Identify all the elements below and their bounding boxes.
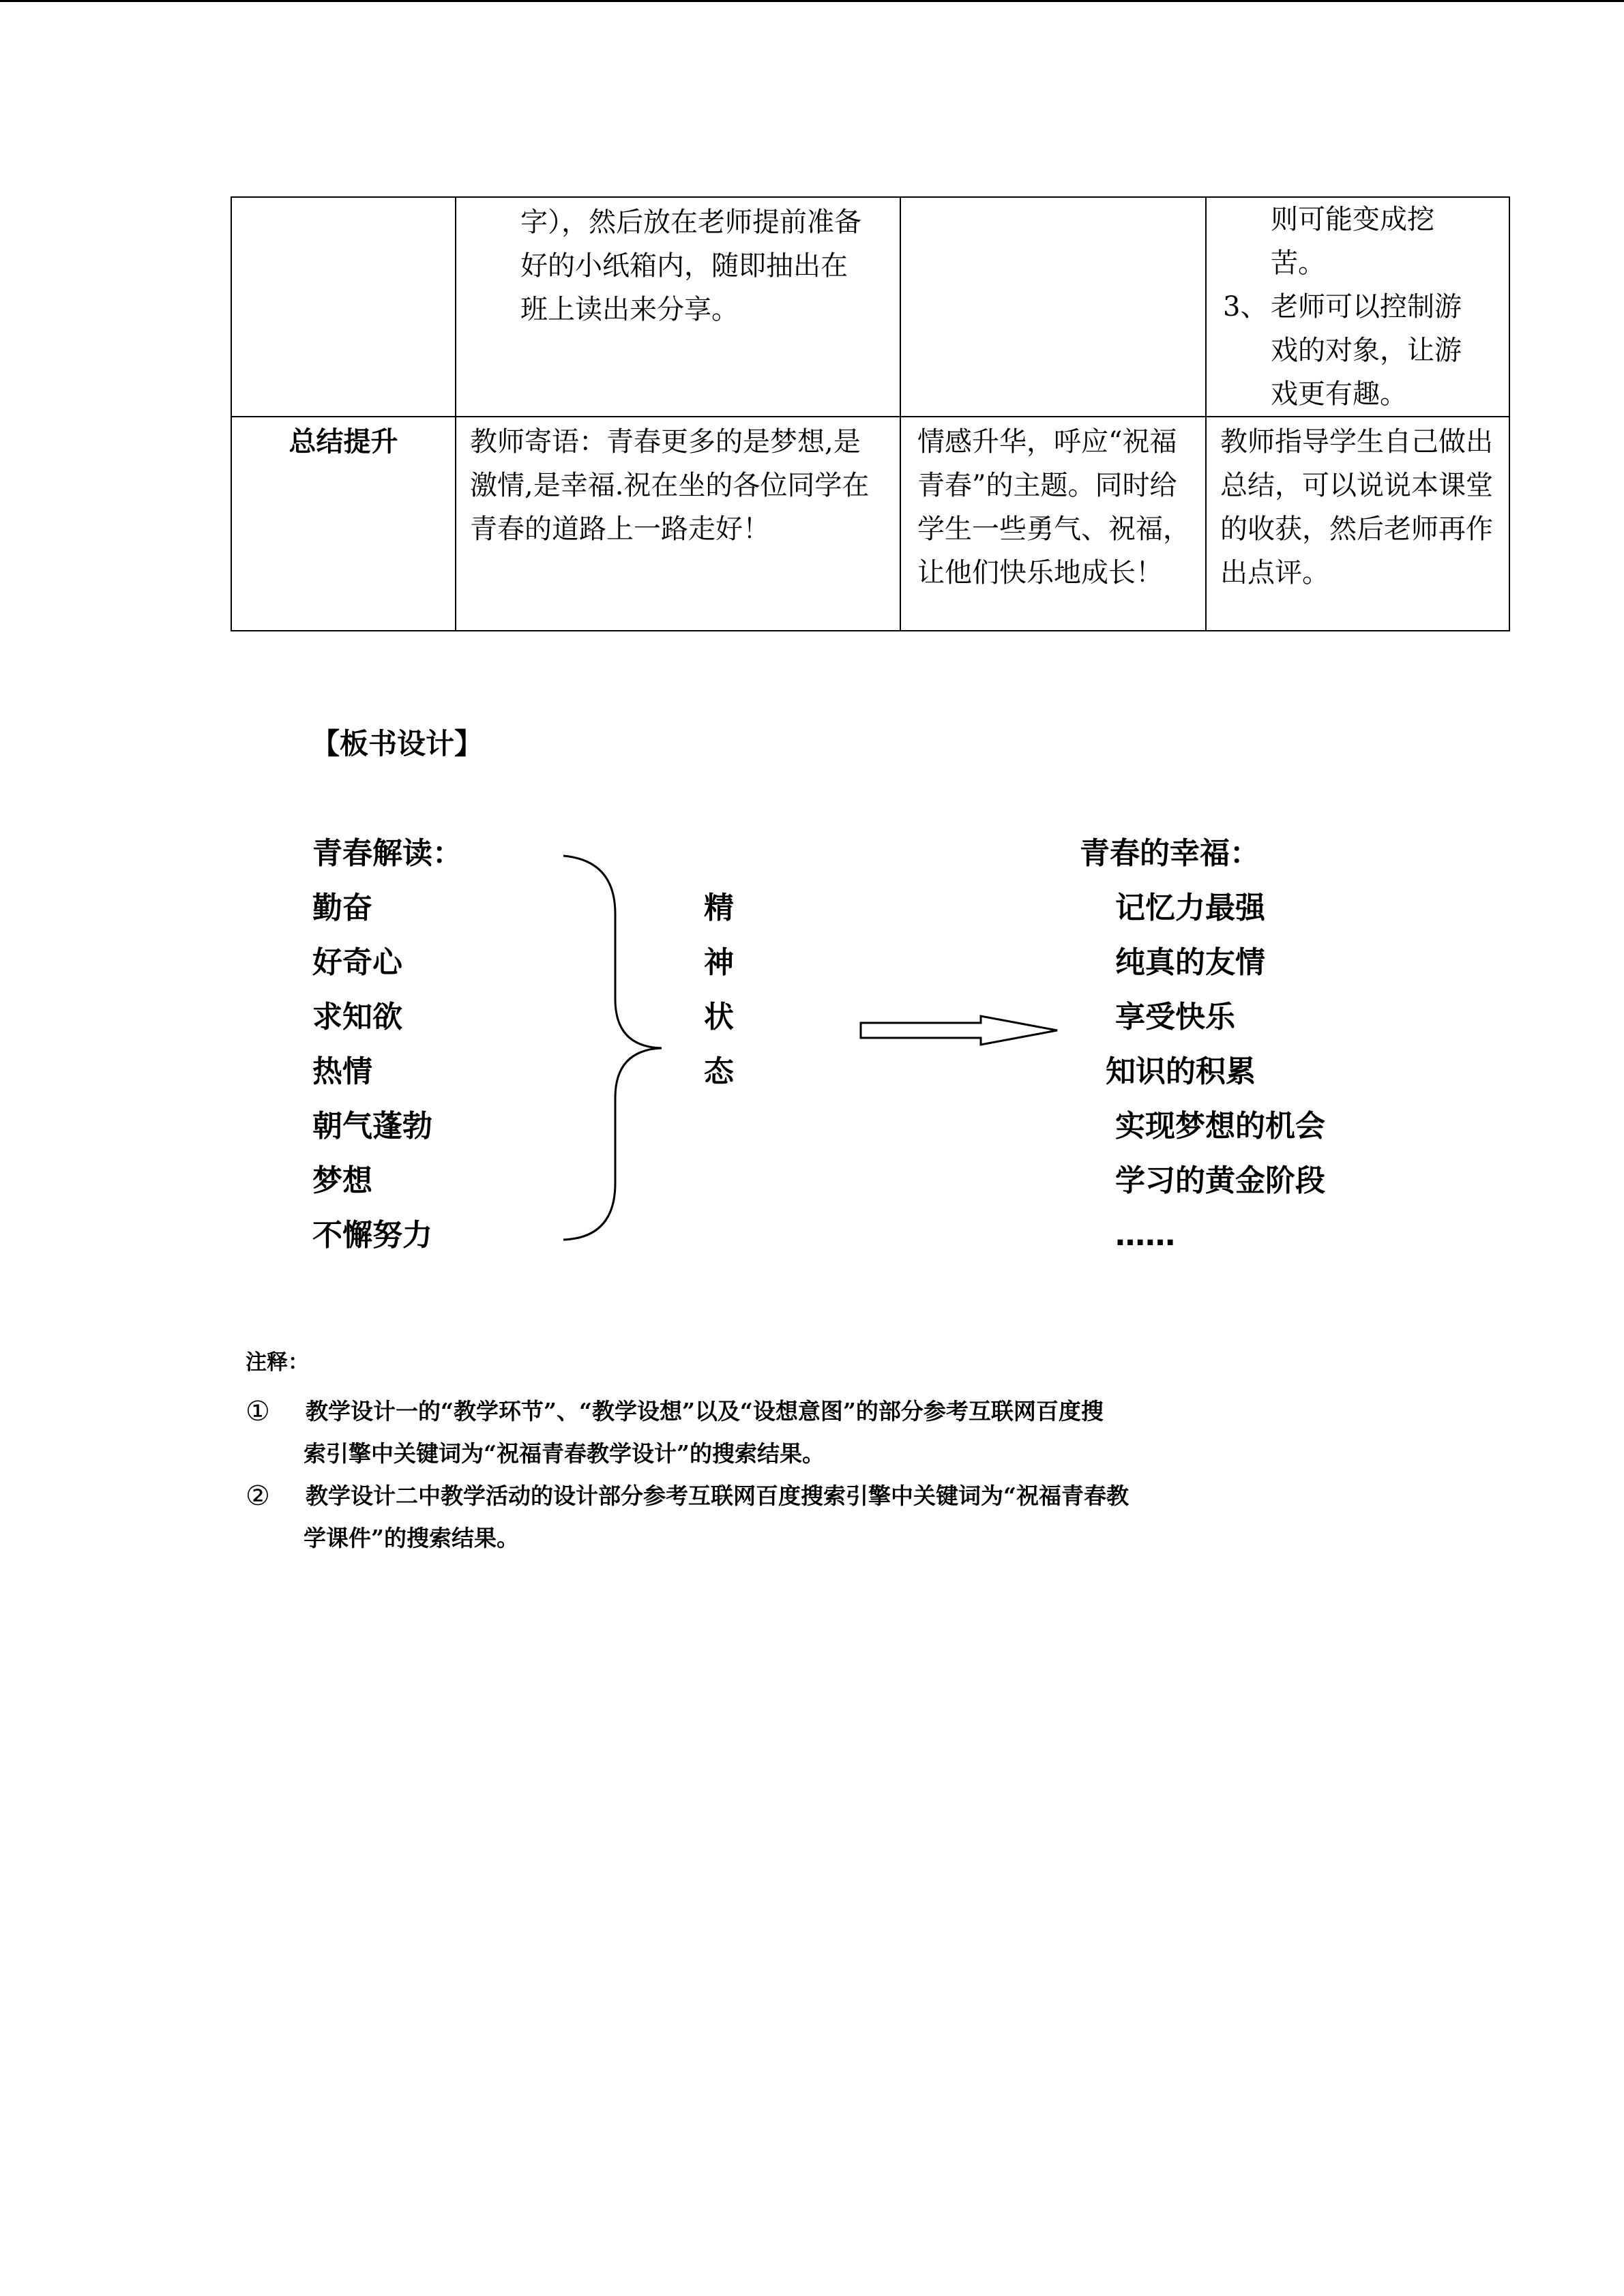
text-line: 好的小纸箱内，随即抽出在 — [520, 250, 848, 282]
text-line: 苦。 — [1271, 248, 1325, 279]
list-item: 知识的积累 — [1106, 1054, 1256, 1089]
notes-title: 注释： — [246, 1350, 309, 1375]
text-line: 班上读出来分享。 — [520, 294, 739, 325]
note-item — [246, 1390, 1451, 1475]
list-item: 求知欲 — [312, 1000, 402, 1034]
right-header: 青春的幸福： — [1080, 836, 1260, 871]
list-item: 热情 — [312, 1054, 372, 1089]
text-line: 老师可以控制游 — [1271, 291, 1462, 323]
text-line: 戏更有趣。 — [1271, 378, 1407, 410]
list-item: 精 — [704, 891, 734, 925]
list-item: 状 — [704, 1000, 734, 1034]
note-marker: ② — [246, 1480, 270, 1512]
list-item: 梦想 — [312, 1163, 372, 1198]
text-line: 戏的对象，让游 — [1271, 335, 1462, 366]
list-item: 不懈努力 — [312, 1218, 432, 1253]
list-item: 神 — [704, 945, 734, 980]
list-item: …… — [1115, 1218, 1175, 1253]
note-item — [246, 1475, 1451, 1560]
list-item: 朝气蓬勃 — [312, 1109, 432, 1144]
right-arrow-icon — [861, 1016, 1057, 1045]
note-marker: ① — [246, 1396, 270, 1427]
notes-section — [246, 1345, 1451, 1560]
list-item: 好奇心 — [312, 945, 402, 980]
note-line: 教学设计二中教学活动的设计部分参考互联网百度搜索引擎中关键词为“祝福青春教 — [306, 1482, 1129, 1509]
note-line: 索引擎中关键词为“祝福青春教学设计”的搜索结果。 — [304, 1440, 825, 1467]
board-design-title: 【板书设计】 — [311, 727, 484, 760]
list-item: 纯真的友情 — [1115, 945, 1265, 980]
note-line: 学课件”的搜索结果。 — [304, 1525, 519, 1551]
curly-brace-icon — [563, 856, 662, 1240]
text-line: 字），然后放在老师提前准备 — [520, 207, 861, 238]
item-number: 3、 — [1223, 291, 1268, 323]
list-item: 学习的黄金阶段 — [1115, 1163, 1325, 1198]
note-line: 教学设计一的“教学环节”、“教学设想”以及“设想意图”的部分参考互联网百度搜 — [306, 1398, 1104, 1425]
text-line: 则可能变成挖 — [1271, 204, 1434, 235]
phase-cell: 总结提升 — [231, 417, 456, 631]
list-item: 享受快乐 — [1115, 1000, 1235, 1034]
activity-cell: 教师寄语：青春更多的是梦想,是激情,是幸福.祝在坐的各位同学在青春的道路上一路走好！ — [456, 417, 900, 631]
list-item: 记忆力最强 — [1115, 891, 1265, 925]
guidance-cell: 教师指导学生自己做出总结，可以说说本课堂的收获，然后老师再作出点评。 — [1206, 417, 1509, 631]
intent-cell: 情感升华，呼应“祝福青春”的主题。同时给学生一些勇气、祝福，让他们快乐地成长！ — [900, 417, 1206, 631]
list-item: 态 — [704, 1054, 734, 1089]
left-header: 青春解读： — [312, 836, 462, 871]
list-item: 实现梦想的机会 — [1115, 1109, 1325, 1144]
list-item: 勤奋 — [312, 891, 372, 925]
